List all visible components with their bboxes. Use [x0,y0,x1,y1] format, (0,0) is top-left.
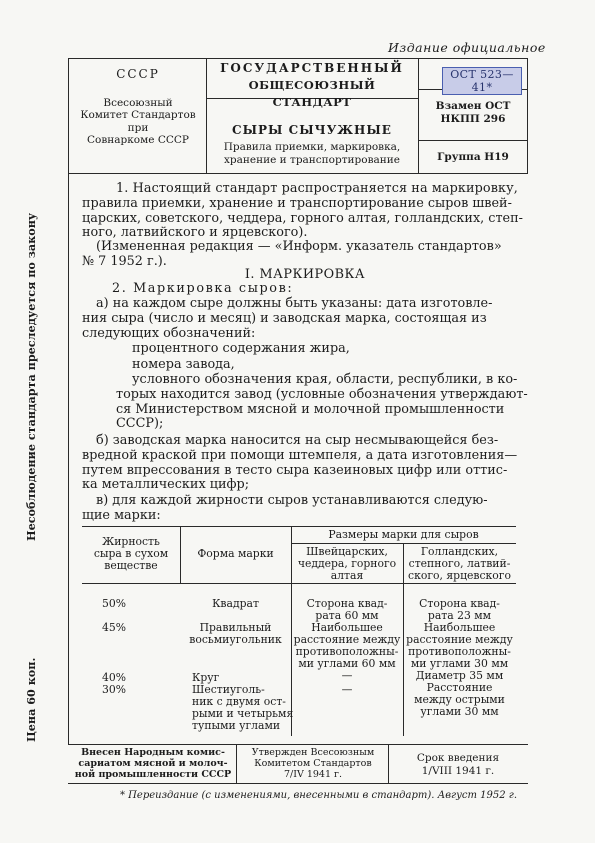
footer-effective [390,752,526,777]
footer-center-3: 7/IV 1941 г. [283,769,343,780]
r1-dutch-2: рата 23 мм [427,609,492,622]
footer-center-1: Утвержден Всесоюзным [251,747,375,758]
p2b-first: б) заводская марка наносится на сыр несмывающейся без- [96,433,499,448]
paragraph-1 [116,182,518,197]
p2a-cont [82,312,487,341]
footer-approved [238,747,388,780]
header-standard-type-1: ГОСУДАРСТВЕННЫЙ [220,61,404,75]
edition-label: Издание официальное [388,40,546,55]
p2v-first: в) для каждой жирности сыров устанавливаются следую- [96,493,488,508]
r4-dutch-2: между острыми [414,693,505,706]
header-divider-right [418,58,419,174]
th-dutch-1: Голландских, [420,545,499,558]
th-swiss-2: чеддера, горного [297,557,397,570]
footer-top-rule [68,744,528,745]
footer-divider-2 [388,744,389,783]
header-right-rule-2 [418,140,528,141]
th-dutch-3: ского, ярцевского [408,569,511,582]
table-row-1-fat: 50% [102,597,126,610]
header-center [208,60,416,166]
th-fat-3: веществе [104,559,158,572]
table-top-rule [82,526,516,527]
th-fat-1: Жирность [102,535,160,548]
table-row-4-form [192,684,293,732]
table-row-2-swiss [291,622,403,670]
r2-dutch-1: Наибольшее [423,621,496,634]
p2b-line-2: вредной краской при помощи штемпеля, а дата изготовления— [82,448,518,463]
replaces [420,100,526,125]
footer-left-2: сариатом мясной и молоч- [78,758,228,769]
r2-dutch-2: расстояние между [406,633,513,646]
r4-dutch-1: Расстояние [426,681,493,694]
table-row-2-form [180,622,291,646]
p1-line-4: ного, латвийского и ярцевского). [82,225,308,240]
th-form: Форма марки [197,547,274,560]
table-row-4-swiss: — [341,683,353,696]
section-heading: I. МАРКИРОВКА [244,267,366,282]
p1-note-2: № 7 1952 г.). [82,254,167,269]
margin-line [68,174,69,744]
th-dutch-2: степного, латвий- [408,557,511,570]
footer-bottom-rule [68,783,528,784]
footer-right-1: Срок введения [416,752,500,764]
p2a-first: а) на каждом сыре должны быть указаны: дата изготовле- [96,296,493,311]
r2-swiss-2: расстояние между [293,633,401,646]
header-divider-left [206,58,207,174]
header-org-3: при [127,121,149,134]
paragraph-1-cont [82,197,523,241]
p2b-line-4: ка металлических цифр; [82,477,250,492]
footer-divider-1 [236,744,237,783]
footer-center-2: Комитетом Стандартов [254,758,372,769]
th-swiss [291,546,403,582]
price-label: Цена 60 коп. [24,657,38,742]
table-row-4-dutch [403,682,516,718]
r2-form-1: Правильный [199,621,272,634]
group-label: Группа Н19 [437,151,509,163]
th-swiss-3: алтая [330,569,364,582]
footer-left-3: ной промышленности СССР [74,769,232,780]
table-row-1-form: Квадрат [212,597,259,610]
p2a-last-cont [116,388,528,432]
r2-form-2: восьмиугольник [189,633,282,646]
table-header-rule [82,583,516,584]
reissue-note: * Переиздание (с изменениями, внесенными в стандарт). Август 1952 г. [120,790,517,801]
header-org-2: Комитет Стандартов [80,109,196,121]
th-dutch [403,546,516,582]
header-org-4: Совнаркоме СССР [86,134,190,146]
footer-left-1: Внесен Народным комис- [81,747,225,758]
p2a-line-2: ния сыра (число и месяц) и заводская марка, состоящая из [82,311,487,326]
r1-swiss-1: Сторона квад- [306,597,388,610]
header-country: СССР [116,67,160,81]
p1-line-1: 1. Настоящий стандарт распространяется на маркировку, [116,181,518,196]
p2a-last-4: СССР); [116,416,164,431]
r4-form-3: рыми и четырьмя [192,707,294,720]
th-fat [82,536,180,572]
p2a-item-1: процентного содержания жира, [132,341,350,356]
r2-swiss-4: ми углами 60 мм [298,657,396,670]
p2a-last-first: условного обозначения края, области, республики, в ко- [132,372,518,387]
table-row-2-fat: 45% [102,621,126,634]
th-fat-2: сыра в сухом [93,547,169,560]
standard-stamp: ОСТ 523—41* [442,67,522,95]
p2a-last-3: ся Министерством мясной и молочной промышленности [116,401,505,417]
p1-line-3: царских, советского, чеддера, горного алтая, голландских, степ- [82,210,523,226]
p2a-items [132,342,350,372]
header-standard-type-2: ОБЩЕСОЮЗНЫЙ СТАНДАРТ [248,78,376,109]
th-swiss-1: Швейцарских, [306,545,388,558]
footer-introduced [70,747,236,780]
r4-form-4: тупыми углами [192,719,281,732]
p2v-cont: щие марки: [82,508,161,523]
table-row-1-dutch [403,598,516,622]
p2a-last-2: торых находится завод (условные обозначения утверждают- [116,387,528,402]
r1-swiss-2: рата 60 мм [315,609,379,622]
table-row-4-fat: 30% [102,683,126,696]
header-subject: СЫРЫ СЫЧУЖНЫЕ [232,123,392,137]
table-row-3-dutch: Диаметр 35 мм [415,669,504,682]
table-row-3-form: Круг [192,671,220,684]
legal-warning: Несоблюдение стандарта преследуется по закону [24,212,38,541]
r2-swiss-1: Наибольшее [311,621,383,634]
replaces-1: Взамен ОСТ [435,100,511,112]
header-left [70,68,206,147]
r2-dutch-3: противоположны- [408,645,511,658]
table-row-3-fat: 40% [102,671,126,684]
r4-dutch-3: углами 30 мм [420,705,499,718]
table-row-1-swiss [291,598,403,622]
th-sizes: Размеры марки для сыров [328,528,479,541]
p2-title: 2. Маркировка сыров: [112,281,294,296]
p2b-line-3: путем впрессования в тесто сыра казеиновых цифр или оттис- [82,462,508,478]
table-row-3-swiss: — [341,669,353,682]
p2b-cont [82,449,517,493]
footer-right-2: 1/VIII 1941 г. [421,764,495,777]
p2a-line-3: следующих обозначений: [82,325,256,341]
p2a-item-2: номера завода, [132,356,235,372]
table-row-2-dutch [403,622,516,670]
r4-form-2: ник с двумя ост- [192,695,286,708]
r2-swiss-3: противоположны- [295,645,399,658]
p1-line-2: правила приемки, хранение и транспортирование сыров швей- [82,196,512,211]
r4-form-1: Шестиуголь- [192,683,265,696]
p1-note-1: (Измененная редакция — «Информ. указатель стандартов» [96,239,502,254]
replaces-2: НКПП 296 [440,112,506,125]
header-sub-2: хранение и транспортирование [224,153,400,166]
header-sub-1: Правила приемки, маркировка, [223,141,401,153]
r2-dutch-4: ми углами 30 мм [410,657,509,670]
marking-table [82,526,516,736]
r1-dutch-1: Сторона квад- [419,597,500,610]
header-org-1: Всесоюзный [103,96,173,109]
